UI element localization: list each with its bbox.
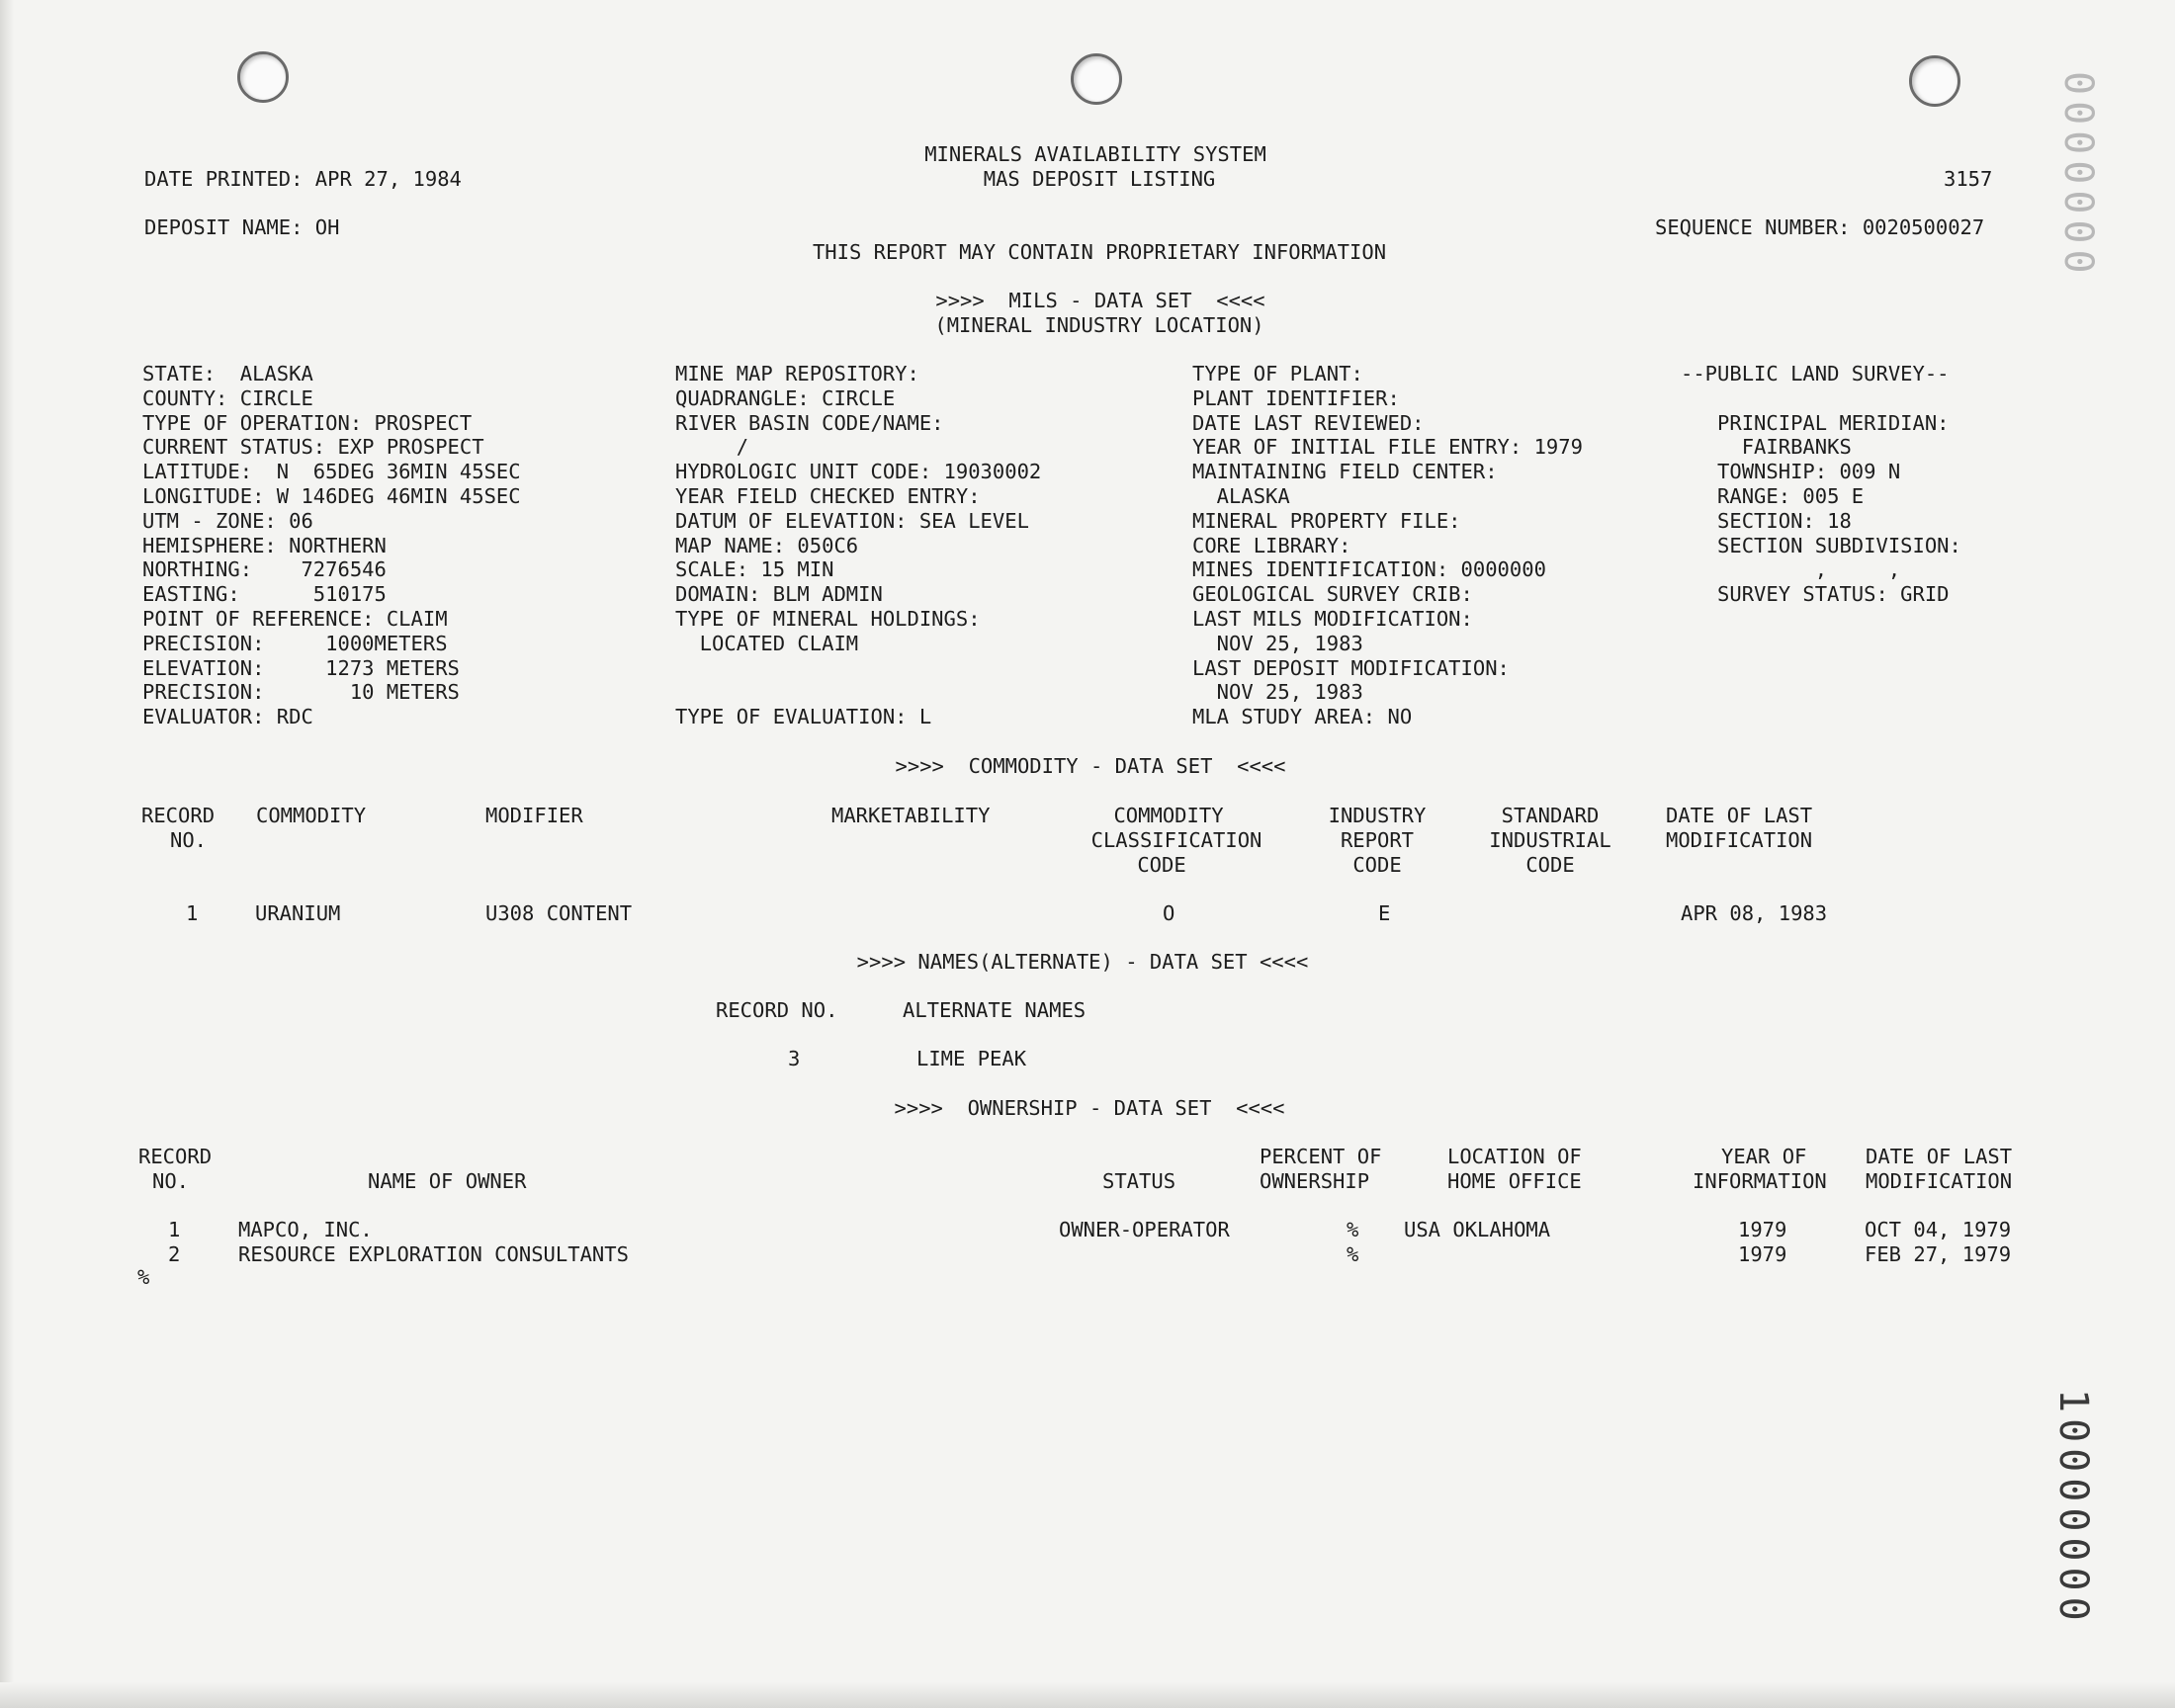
mils-col4-line <box>1681 386 1961 411</box>
mils-col4-line: SECTION SUBDIVISION: <box>1681 533 1961 557</box>
mils-section-title: >>>> MILS - DATA SET <<<< <box>935 289 1265 312</box>
mils-col2-line: LOCATED CLAIM <box>675 631 859 655</box>
ownership-header-date-1: DATE OF LAST <box>1866 1145 2013 1168</box>
mils-col2-line: MINE MAP REPOSITORY: <box>675 362 919 385</box>
mils-col2-line <box>675 656 1041 681</box>
mils-col1-line: ELEVATION: 1273 METERS <box>142 655 460 680</box>
ownership-row-2-year: 1979 <box>1738 1242 1787 1266</box>
mils-col1-line: POINT OF REFERENCE: CLAIM <box>142 606 448 631</box>
commodity-header-classification-1: COMMODITY <box>1113 804 1224 827</box>
mils-col2-line: DATUM OF ELEVATION: SEA LEVEL <box>675 508 1029 533</box>
date-printed: DATE PRINTED: APR 27, 1984 <box>144 167 462 191</box>
commodity-section-title: >>>> COMMODITY - DATA SET <<<< <box>895 754 1286 778</box>
mils-col3-line: TYPE OF PLANT: <box>1192 362 1363 385</box>
punch-hole-center <box>1071 53 1122 105</box>
commodity-header-standard-2: INDUSTRIAL <box>1489 828 1611 852</box>
system-title: MINERALS AVAILABILITY SYSTEM <box>924 142 1266 166</box>
mils-col1-line: HEMISPHERE: NORTHERN <box>142 533 387 557</box>
mils-column-1 <box>142 362 521 729</box>
ownership-row-2-owner: RESOURCE EXPLORATION CONSULTANTS <box>238 1242 629 1266</box>
mils-col4-line: PRINCIPAL MERIDIAN: <box>1681 410 1950 435</box>
mils-col3-line: MINES IDENTIFICATION: 0000000 <box>1192 557 1546 582</box>
commodity-header-record: RECORD <box>141 804 216 827</box>
ownership-row-1-location: USA OKLAHOMA <box>1404 1218 1551 1241</box>
commodity-row-modifier: U308 CONTENT <box>485 901 633 925</box>
mils-col3-line: MINERAL PROPERTY FILE: <box>1192 508 1461 533</box>
listing-title: MAS DEPOSIT LISTING <box>983 167 1216 191</box>
commodity-row-commodity: URANIUM <box>255 901 341 925</box>
mils-column-3 <box>1192 362 1583 729</box>
ownership-row-2-record: 2 <box>168 1242 181 1266</box>
commodity-header-date-2: MODIFICATION <box>1666 828 1813 852</box>
commodity-row-classification: O <box>1163 901 1175 925</box>
stamp-top-right: 0000000 <box>2055 71 2101 280</box>
commodity-header-record-no: NO. <box>170 828 208 852</box>
ownership-header-location-1: LOCATION OF <box>1447 1145 1582 1168</box>
ownership-header-percent-2: OWNERSHIP <box>1260 1169 1370 1193</box>
mils-col3-line: CORE LIBRARY: <box>1192 533 1351 557</box>
proprietary-notice: THIS REPORT MAY CONTAIN PROPRIETARY INFORMATION <box>812 240 1387 264</box>
page-bottom-edge <box>0 1682 2175 1708</box>
ownership-row-2-percent: % <box>1347 1242 1359 1266</box>
ownership-header-date-2: MODIFICATION <box>1866 1169 2013 1193</box>
mils-col1-line: STATE: ALASKA <box>142 362 313 385</box>
mils-col1-line: NORTHING: 7276546 <box>142 557 387 582</box>
ownership-header-owner: NAME OF OWNER <box>368 1169 527 1193</box>
commodity-header-marketability: MARKETABILITY <box>831 804 991 827</box>
names-header-names: ALTERNATE NAMES <box>903 998 1087 1022</box>
commodity-header-industry-1: INDUSTRY <box>1328 804 1427 827</box>
ownership-row-1-percent: % <box>1347 1218 1359 1241</box>
ownership-row-1-status: OWNER-OPERATOR <box>1059 1218 1230 1241</box>
page-number: 3157 <box>1944 167 1993 191</box>
mils-col1-line: TYPE OF OPERATION: PROSPECT <box>142 410 473 435</box>
ownership-row-1-record: 1 <box>168 1218 181 1241</box>
mils-column-4 <box>1681 362 1961 607</box>
ownership-header-record-no: NO. <box>152 1169 190 1193</box>
ownership-row-1-year: 1979 <box>1738 1218 1787 1241</box>
mils-col2-line: MAP NAME: 050C6 <box>675 533 859 557</box>
commodity-header-industry-2: REPORT <box>1340 828 1415 852</box>
mils-col1-line: COUNTY: CIRCLE <box>142 385 313 410</box>
mils-col1-line: UTM - ZONE: 06 <box>142 508 313 533</box>
mils-col3-line: MAINTAINING FIELD CENTER: <box>1192 460 1498 484</box>
commodity-header-classification-2: CLASSIFICATION <box>1090 828 1262 852</box>
commodity-header-industry-3: CODE <box>1352 853 1402 877</box>
mils-col4-line: FAIRBANKS <box>1681 435 1852 460</box>
mils-col4-line: RANGE: 005 E <box>1681 483 1865 508</box>
page-left-edge <box>0 0 14 1708</box>
mils-col3-line: LAST DEPOSIT MODIFICATION: <box>1192 655 1510 680</box>
mils-col2-line: TYPE OF EVALUATION: L <box>675 705 932 729</box>
commodity-row-record: 1 <box>186 901 199 925</box>
stamp-bottom-right: 10000000 <box>2050 1389 2096 1627</box>
mils-col1-line: EASTING: 510175 <box>142 582 387 607</box>
mils-col2-line: QUADRANGLE: CIRCLE <box>675 385 896 410</box>
names-row-record: 3 <box>788 1047 801 1070</box>
deposit-name: DEPOSIT NAME: OH <box>144 215 340 239</box>
mils-col1-line: LONGITUDE: W 146DEG 46MIN 45SEC <box>142 483 521 508</box>
names-row-name: LIME PEAK <box>916 1047 1027 1070</box>
names-header-record: RECORD NO. <box>716 998 838 1022</box>
mils-col3-line: YEAR OF INITIAL FILE ENTRY: 1979 <box>1192 435 1583 460</box>
ownership-header-location-2: HOME OFFICE <box>1447 1169 1582 1193</box>
ownership-header-percent-1: PERCENT OF <box>1260 1145 1382 1168</box>
ownership-header-status: STATUS <box>1102 1169 1176 1193</box>
mils-col3-line: PLANT IDENTIFIER: <box>1192 385 1400 410</box>
commodity-header-standard-3: CODE <box>1525 853 1575 877</box>
mils-col1-line: PRECISION: 10 METERS <box>142 680 460 705</box>
mils-col3-line: ALASKA <box>1192 483 1290 508</box>
mils-col2-line <box>675 680 1041 705</box>
mils-col4-line: --PUBLIC LAND SURVEY-- <box>1681 362 1950 385</box>
commodity-header-date-1: DATE OF LAST <box>1666 804 1813 827</box>
mils-col2-line: HYDROLOGIC UNIT CODE: 19030002 <box>675 460 1042 484</box>
ownership-header-year-1: YEAR OF <box>1721 1145 1807 1168</box>
ownership-row-1-owner: MAPCO, INC. <box>238 1218 373 1241</box>
names-section-title: >>>> NAMES(ALTERNATE) - DATA SET <<<< <box>856 950 1309 974</box>
mils-col2-line: RIVER BASIN CODE/NAME: <box>675 410 944 435</box>
mils-col2-line: DOMAIN: BLM ADMIN <box>675 582 883 607</box>
mils-col2-line: YEAR FIELD CHECKED ENTRY: <box>675 483 981 508</box>
mils-col3-line: NOV 25, 1983 <box>1192 680 1363 705</box>
mils-col1-line: CURRENT STATUS: EXP PROSPECT <box>142 435 484 460</box>
ownership-row-2-date: FEB 27, 1979 <box>1865 1242 2012 1266</box>
mils-col4-line: TOWNSHIP: 009 N <box>1681 460 1901 484</box>
commodity-row-industry: E <box>1378 901 1391 925</box>
ownership-header-year-2: INFORMATION <box>1693 1169 1827 1193</box>
punch-hole-right <box>1909 55 1960 107</box>
mils-col1-line: PRECISION: 1000METERS <box>142 631 448 655</box>
mils-col2-line: / <box>675 435 749 460</box>
ownership-section-title: >>>> OWNERSHIP - DATA SET <<<< <box>894 1096 1285 1120</box>
mils-col4-line: SECTION: 18 <box>1681 508 1852 533</box>
ownership-row-1-date: OCT 04, 1979 <box>1865 1218 2012 1241</box>
mils-col1-line: LATITUDE: N 65DEG 36MIN 45SEC <box>142 460 521 484</box>
ownership-header-record: RECORD <box>138 1145 213 1168</box>
commodity-header-standard-1: STANDARD <box>1501 804 1600 827</box>
mils-col4-line: , , <box>1681 557 1901 582</box>
commodity-header-modifier: MODIFIER <box>485 804 583 827</box>
commodity-header-commodity: COMMODITY <box>256 804 367 827</box>
mils-col2-line: SCALE: 15 MIN <box>675 557 834 582</box>
mils-col4-line: SURVEY STATUS: GRID <box>1681 582 1950 607</box>
mils-col3-line: GEOLOGICAL SURVEY CRIB: <box>1192 582 1473 607</box>
commodity-header-classification-3: CODE <box>1137 853 1186 877</box>
mils-col3-line: MLA STUDY AREA: NO <box>1192 705 1413 729</box>
punch-hole-left <box>237 51 289 103</box>
mils-section-subtitle: (MINERAL INDUSTRY LOCATION) <box>934 313 1264 337</box>
sequence-number: SEQUENCE NUMBER: 0020500027 <box>1655 215 1985 239</box>
commodity-row-date: APR 08, 1983 <box>1681 901 1828 925</box>
mils-col1-line: EVALUATOR: RDC <box>142 705 313 729</box>
mils-col3-line: DATE LAST REVIEWED: <box>1192 410 1425 435</box>
mils-col2-line: TYPE OF MINERAL HOLDINGS: <box>675 606 981 631</box>
ownership-trailer: % <box>137 1265 150 1289</box>
mils-column-2 <box>675 362 1041 729</box>
mils-col3-line: NOV 25, 1983 <box>1192 631 1363 655</box>
mils-col3-line: LAST MILS MODIFICATION: <box>1192 606 1473 631</box>
